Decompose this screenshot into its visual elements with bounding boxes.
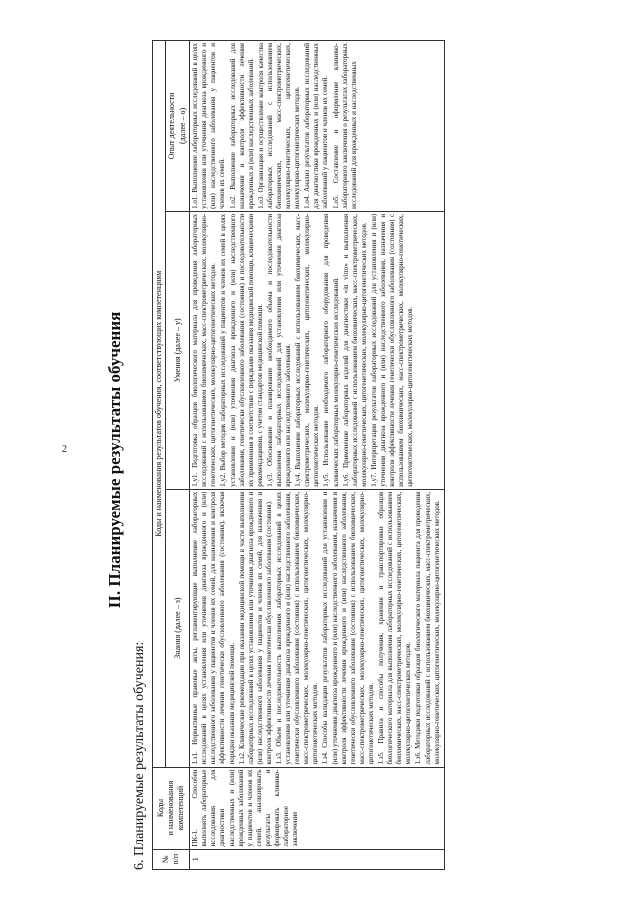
knowledge-cell (190, 489, 445, 767)
rotated-page-content (20, 30, 620, 890)
skill-item: 1.у7. Интерпретация результатов лабораторных исследований для установления и (или) уточнения диагноза врожденного и (или) наследственного заболевания, назначения и контроля эффективности лечения генетически обусловленного заболевания (состояния) с использованием биохимических, масс-спектрометрических, молекулярно-генетических, цитогенетических, молекулярно-цитогенетических методов. (369, 213, 415, 487)
knowledge-item: 1.з2. Клинические рекомендации при оказании медицинской помощи в части выполнения лабораторных исследований в целях установления или уточнения диагноза врожденного и (или) наследственного заболевания у пациентов и членов их семей, для назначения и контроля эффективности лечения генетически обусловленного заболевания (состояния). (237, 491, 273, 765)
skill-item: 1.у4. Выполнение лабораторных исследований с использованием биохимических, масс-спектрометрических, молекулярно-генетических, цитогенетических, молекулярно-цитогенетических методов. (294, 213, 321, 487)
header-skills: Умения (далее – у) (166, 211, 190, 489)
experience-item: 1.о5. Составление и оформление клинико-лабораторного заключения о результатах лабораторных исследований для врожденных и наследственных (331, 43, 358, 209)
knowledge-item: 1.з3. Объем и последовательность выполнения лабораторных исследований в целях установления или уточнения диагноза врожденного и (или) наследственного заболевания, генетически обусловленного заболевания (состояния) с использованием биохимических, масс-спектрометрических, молекулярно-генетических, цитогенетических, молекулярно-цитогенетических методов. (275, 491, 320, 765)
competence-cell (190, 767, 445, 849)
header-competence: Коды и наименования компетенций (153, 767, 190, 849)
skill-item: 1.у2. Выбор методик лабораторных исследований у пациентов и членов их семей в целях установления и (или) уточнения диагноза врожденного и (или) наследственного заболевания, генетически обусловленного заболевания (состояния) и последовательности их применения в соответствии с порядками оказания медицинской помощи, клиническими рекомендациями, с учетом стандартов медицинской помощи. (219, 213, 264, 487)
row-number: 1 (190, 849, 445, 869)
page-number: 2 (62, 444, 67, 455)
learning-results-table (152, 40, 445, 870)
experience-item: 1.о3. Организация и осуществление контроля качества лабораторных исследований с использованием биохимических, масс-спектрометрических, молекулярно-генетических, цитогенетических, молекулярно-цитогенетических методов. (256, 43, 302, 209)
experience-item: 1.о4. Анализ результатов лабораторных исследований для диагностики врожденных и (или) наследственных заболеваний у пациентов и членов их семей. (303, 43, 330, 209)
skill-item: 1.у5. Использование необходимого лабораторного оборудования для проведения клинических лабораторных молекулярно-генетических исследований. (322, 213, 340, 487)
knowledge-item: 1.з5. Правила и способы получения, хранения и транспортировки образцов биологического материала для выполнения лабораторных исследований с использованием биохимических, масс-спектрометрических, молекулярно-генетических, цитогенетических, молекулярно-цитогенетических методов. (377, 491, 413, 765)
experience-item: 1.о1. Выполнение лабораторных исследований в целях установления или уточнения диагноза врожденного и (или) наследственного заболевания у пациентов и членов их семей. (191, 43, 227, 209)
knowledge-item: 1.з4. Способы валидации результатов лабораторных исследований для установления и (или) уточнения диагноза врожденного и (или) наследственного заболевания, назначения и контроля эффективности лечения врожденного и (или) наследственного заболевания, генетически обусловленного заболевания (состояния) с использованием биохимических, масс-спектрометрических, молекулярно-генетических, цитогенетических, молекулярно-цитогенетических методов. (321, 491, 375, 765)
skill-item: 1.у1. Подготовка образцов биологического материала для проведения лабораторных исследований с использованием биохимических, масс-спектрометрических, молекулярно-генетических, цитогенетических, молекулярно-цитогенетических методов. (191, 213, 218, 487)
skill-item: 1.у3. Обоснование и планирование необходимого объема и последовательности выполнения лабораторных исследований для установления или уточнения диагноза врожденного или наследственного заболевания. (265, 213, 293, 487)
header-results-group: Коды и наименования результатов обучения, соответствующих компетенциям (153, 41, 166, 768)
table-row (190, 41, 445, 870)
knowledge-item: 1.з6. Методики подготовки образцов биологического материала пациента для проведения лабораторных исследований с использованием биохимических, масс-спектрометрических, молекулярно-генетических, цитогенетических, молекулярно-цитогенетических методов. (414, 491, 441, 765)
competence-text: ПК-1. Способен выполнять лабораторные исследования для диагностики наследственных и (или) врожденных заболеваний у пациентов и членов их семей, анализировать результаты и формировать клинико-лабораторное заключение (191, 769, 300, 847)
header-experience: Опыт деятельности (далее – о) (166, 41, 190, 212)
skills-cell (190, 211, 445, 489)
page-title: II. Планируемые результаты обучения (105, 311, 124, 609)
experience-cell (190, 41, 445, 212)
skill-item: 1.у6. Применение лабораторных изделий для диагностики «in vitro» и выполнения лабораторных исследований с использованием биохимических, масс-спектрометрических, молекулярно-генетических, цитогенетических, молекулярно-цитогенетических методов. (341, 213, 368, 487)
experience-item: 1.о2. Выполнение лабораторных исследований для назначения и контроля эффективности лечения врожденных и (или) наследственных заболеваний. (228, 43, 255, 209)
section-subtitle: 6. Планируемые результаты обучения: (132, 641, 147, 870)
header-number: № п/п (153, 849, 190, 869)
header-knowledge: Знания (далее – з) (166, 489, 190, 767)
knowledge-item: 1.з1. Нормативные правовые акты, регламентирующие выполнение лабораторных исследований в целях установления или уточнения диагноза врожденного и (или) наследственного заболевания у пациентов и членов их семей, для назначения и контроля эффективности лечения генетически обусловленного заболевания (состояния), включая порядки оказания медицинской помощи. (191, 491, 236, 765)
